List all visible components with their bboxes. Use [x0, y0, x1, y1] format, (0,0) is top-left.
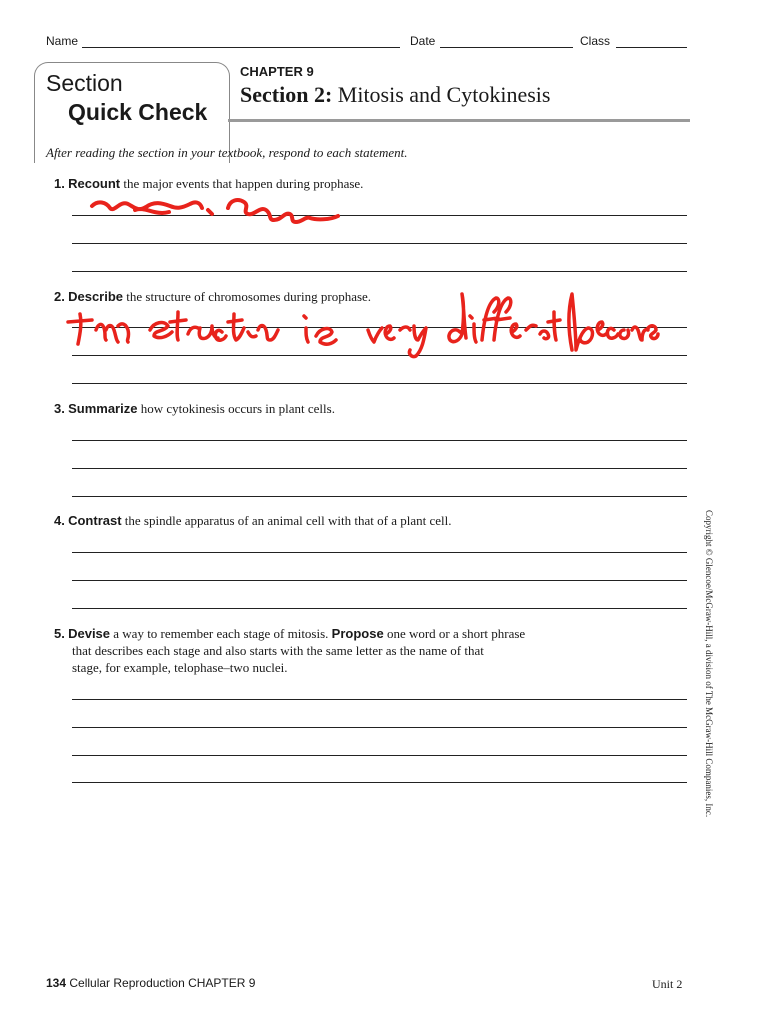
- question-number: 1.: [54, 176, 65, 191]
- date-field[interactable]: [440, 47, 573, 48]
- question-text: a way to remember each stage of mitosis.: [110, 626, 332, 641]
- scribble-answer-1: [92, 202, 212, 214]
- answer-line[interactable]: [72, 755, 687, 756]
- answer-line[interactable]: [72, 699, 687, 700]
- section-tab-label: Section: [46, 70, 123, 96]
- name-label: Name: [46, 34, 79, 48]
- question-text: how cytokinesis occurs in plant cells.: [137, 401, 335, 416]
- answer-line[interactable]: [72, 383, 687, 384]
- copyright-notice: Copyright © Glencoe/McGraw-Hill, a division of The McGraw-Hill Companies, Inc.: [704, 510, 714, 818]
- footer-chapter-text: Cellular Reproduction CHAPTER 9: [66, 976, 256, 990]
- class-field[interactable]: [616, 47, 687, 48]
- scribble-answer-1-b: [228, 200, 338, 222]
- question-verb: Summarize: [68, 401, 138, 416]
- page-number: 134: [46, 976, 67, 990]
- footer-unit: Unit 2: [652, 977, 683, 991]
- name-field[interactable]: [82, 47, 400, 48]
- scribble-answer-2-word-3: [304, 316, 336, 344]
- question-text: the structure of chromosomes during prophase.: [123, 289, 372, 304]
- section-number: Section 2:: [240, 82, 333, 107]
- question-text: stage, for example, telophase–two nuclei.: [72, 660, 288, 675]
- question-verb: Contrast: [68, 513, 122, 528]
- question-text: one word or a short phrase: [383, 626, 526, 641]
- answer-line[interactable]: [72, 727, 687, 728]
- section-name: Mitosis and Cytokinesis: [337, 82, 551, 107]
- question-verb: Describe: [68, 289, 124, 304]
- date-label: Date: [410, 34, 436, 48]
- header-rule: [228, 119, 690, 122]
- chapter-label: CHAPTER 9: [240, 64, 314, 79]
- question-verb: Devise: [68, 626, 111, 641]
- answer-line[interactable]: [72, 468, 687, 469]
- question-5: [54, 625, 594, 676]
- answer-line[interactable]: [72, 552, 687, 553]
- answer-line[interactable]: [72, 215, 687, 216]
- answer-line[interactable]: [72, 496, 687, 497]
- question-text: the spindle apparatus of an animal cell with that of a plant cell.: [121, 513, 452, 528]
- answer-line[interactable]: [72, 271, 687, 272]
- question-number: 5.: [54, 626, 65, 641]
- question-number: 2.: [54, 289, 65, 304]
- answer-line[interactable]: [72, 608, 687, 609]
- question-verb: Recount: [68, 176, 121, 191]
- question-text: that describes each stage and also starts with the same letter as the name of that: [72, 643, 484, 658]
- answer-line[interactable]: [72, 440, 687, 441]
- question-2: [54, 288, 594, 305]
- instructions: After reading the section in your textbook, respond to each statement.: [46, 145, 408, 160]
- class-label: Class: [580, 34, 611, 48]
- answer-line[interactable]: [72, 243, 687, 244]
- question-4: [54, 512, 594, 529]
- scribble-answer-2-word-1: [68, 314, 129, 344]
- question-number: 4.: [54, 513, 65, 528]
- quick-check-label: Quick Check: [68, 99, 208, 125]
- question-text: the major events that happen during prophase.: [120, 176, 364, 191]
- question-3: [54, 400, 594, 417]
- answer-line[interactable]: [72, 327, 687, 328]
- scribble-answer-2-word-4: [368, 326, 426, 357]
- answer-line[interactable]: [72, 355, 687, 356]
- question-number: 3.: [54, 401, 65, 416]
- section-title: [240, 82, 550, 108]
- question-1: [54, 175, 594, 192]
- footer-page-info: [46, 976, 255, 990]
- answer-line[interactable]: [72, 580, 687, 581]
- question-verb: Propose: [331, 626, 384, 641]
- answer-line[interactable]: [72, 782, 687, 783]
